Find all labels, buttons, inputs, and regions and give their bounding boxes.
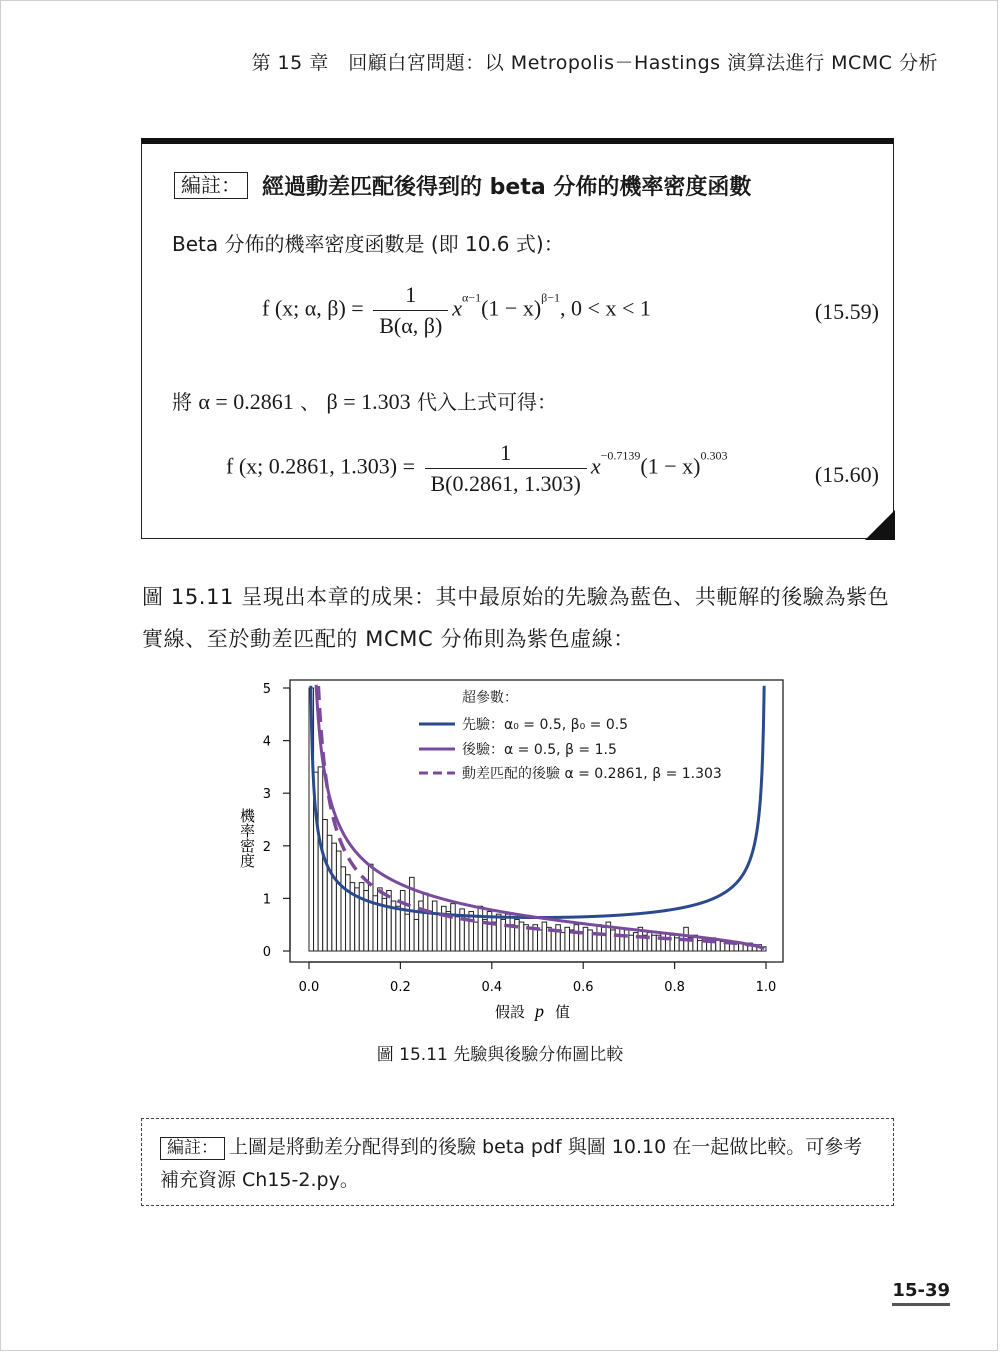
histogram-bar bbox=[615, 927, 620, 951]
histogram-bar bbox=[346, 875, 351, 951]
histogram-bar bbox=[464, 917, 469, 951]
x-tick-label: 0.2 bbox=[390, 980, 411, 995]
page-number: 15-39 bbox=[892, 1280, 950, 1306]
histogram-bar bbox=[451, 904, 456, 951]
eq2-numerator: 1 bbox=[500, 440, 512, 465]
eq1-denominator: B(α, β) bbox=[373, 310, 448, 339]
running-header: 第 15 章 回顧白宮問題：以 Metropolis－Hastings 演算法進行 MCMC 分析 bbox=[251, 52, 938, 74]
legend-title: 超參數： bbox=[462, 690, 518, 706]
density-chart bbox=[225, 668, 795, 1028]
substitution-beta: β = 1.303 bbox=[326, 389, 411, 414]
histogram-bar bbox=[455, 917, 460, 951]
histogram-bar bbox=[437, 914, 442, 951]
histogram-bar bbox=[675, 938, 680, 951]
histogram-bar bbox=[611, 930, 616, 951]
eq1-lhs: f (x; α, β) = bbox=[262, 295, 364, 321]
histogram-bar bbox=[629, 935, 634, 951]
figure-15-11 bbox=[225, 668, 795, 1032]
equation-15-60 bbox=[226, 440, 727, 497]
histogram-bar bbox=[565, 927, 570, 951]
legend-label-prior: 先驗：α₀ = 0.5, β₀ = 0.5 bbox=[462, 717, 629, 733]
histogram-bar bbox=[414, 919, 419, 951]
note2-tag: 編註： bbox=[160, 1137, 225, 1160]
substitution-line bbox=[172, 386, 557, 415]
eq1-x-exponent: α−1 bbox=[462, 290, 482, 305]
histogram-bar bbox=[496, 914, 501, 951]
note-tag: 編註： bbox=[174, 172, 248, 199]
x-axis-label-prefix: 假設 bbox=[495, 1003, 526, 1021]
y-tick-label: 5 bbox=[262, 682, 271, 697]
body-paragraph: 圖 15.11 呈現出本章的成果：其中最原始的先驗為藍色、共軛解的後驗為紫色實線、至於動差匹配的 MCMC 分佈則為紫色虛線： bbox=[142, 585, 890, 651]
histogram-bar bbox=[716, 940, 721, 951]
histogram-bar bbox=[336, 851, 341, 951]
x-tick-label: 1.0 bbox=[755, 980, 777, 995]
editor-note-box bbox=[141, 138, 894, 539]
histogram-bar bbox=[423, 893, 428, 951]
eq1-x: x bbox=[452, 295, 463, 321]
histogram-bar bbox=[474, 922, 479, 951]
histogram-bar bbox=[551, 930, 556, 951]
histogram-bar bbox=[624, 930, 629, 951]
eq1-numerator: 1 bbox=[405, 282, 417, 307]
x-tick-label: 0.6 bbox=[572, 980, 594, 995]
eq1-one-minus-x: (1 − x) bbox=[481, 295, 542, 321]
corner-triangle bbox=[865, 510, 895, 540]
eq2-one-minus-x-exponent: 0.303 bbox=[700, 448, 728, 463]
histogram-bar bbox=[560, 933, 565, 951]
eq2-denominator: B(0.2861, 1.303) bbox=[425, 468, 587, 497]
eq1-condition: , 0 < x < 1 bbox=[560, 295, 651, 321]
y-tick-label: 3 bbox=[262, 787, 271, 803]
x-tick-label: 0.0 bbox=[298, 980, 320, 995]
histogram-bar bbox=[387, 891, 392, 951]
histogram-bar bbox=[697, 940, 702, 951]
histogram-bar bbox=[583, 927, 588, 951]
editor-note-2 bbox=[141, 1118, 894, 1206]
histogram-bar bbox=[510, 925, 515, 951]
histogram-bar bbox=[579, 933, 584, 951]
histogram-bar bbox=[620, 935, 625, 951]
x-tick-label: 0.8 bbox=[664, 980, 685, 995]
eq2-number: (15.60) bbox=[814, 462, 879, 487]
histogram-bar bbox=[528, 927, 533, 951]
eq1-number: (15.59) bbox=[814, 299, 879, 324]
histogram-bar bbox=[661, 933, 666, 951]
histogram-bar bbox=[327, 835, 332, 951]
legend-label-moment: 動差匹配的後驗 α = 0.2861, β = 1.303 bbox=[462, 766, 722, 782]
histogram-bar bbox=[542, 922, 547, 951]
histogram-bar bbox=[428, 912, 433, 951]
equation-15-59 bbox=[262, 282, 651, 339]
eq2-lhs: f (x; 0.2861, 1.303) = bbox=[226, 453, 415, 479]
eq1-fraction bbox=[373, 282, 448, 339]
histogram-bar bbox=[515, 919, 520, 951]
y-tick-label: 0 bbox=[262, 945, 271, 960]
histogram-bar bbox=[597, 925, 602, 951]
x-axis-label-suffix: 值 bbox=[555, 1003, 571, 1021]
legend-label-posterior: 後驗：α = 0.5, β = 1.5 bbox=[462, 742, 617, 758]
y-axis-label: 機率密度 bbox=[238, 808, 256, 868]
histogram-bar bbox=[588, 930, 593, 951]
eq2-x-exponent: −0.7139 bbox=[600, 448, 641, 463]
substitution-alpha: α = 0.2861 bbox=[198, 389, 294, 414]
histogram-bar bbox=[400, 891, 405, 951]
histogram-bar bbox=[679, 935, 684, 951]
note-heading: 經過動差匹配後得到的 beta 分佈的機率密度函數 bbox=[262, 175, 752, 200]
substitution-separator: 、 bbox=[300, 390, 321, 414]
histogram-bar bbox=[506, 914, 511, 951]
histogram-bar bbox=[538, 930, 543, 951]
note-intro: Beta 分佈的機率密度函數是 (即 10.6 式)： bbox=[172, 232, 564, 256]
eq1-one-minus-x-exponent: β−1 bbox=[541, 290, 561, 305]
eq2-x: x bbox=[590, 453, 601, 479]
y-tick-label: 1 bbox=[262, 892, 271, 908]
eq2-one-minus-x: (1 − x) bbox=[640, 453, 701, 479]
histogram-bar bbox=[574, 925, 579, 951]
histogram-bar bbox=[378, 888, 383, 951]
histogram-bar bbox=[652, 935, 657, 951]
x-axis-label bbox=[495, 1001, 570, 1021]
substitution-suffix: 代入上式可得： bbox=[416, 390, 557, 414]
note-title bbox=[174, 170, 751, 201]
x-tick-label: 0.4 bbox=[481, 980, 503, 995]
histogram-bar bbox=[368, 864, 373, 951]
histogram-bar bbox=[556, 925, 561, 951]
histogram-bar bbox=[396, 906, 401, 951]
note2-text: 上圖是將動差分配得到的後驗 beta pdf 與圖 10.10 在一起做比較。可參考補充資源 Ch15-2.py。 bbox=[160, 1136, 863, 1191]
histogram-bar bbox=[323, 820, 328, 952]
histogram-bar bbox=[647, 933, 652, 951]
histogram-bar bbox=[478, 906, 483, 951]
histogram-bar bbox=[601, 927, 606, 951]
y-tick-label: 2 bbox=[262, 839, 271, 855]
histogram-bar bbox=[519, 922, 524, 951]
x-axis-label-var: p bbox=[535, 1001, 544, 1021]
eq2-fraction bbox=[425, 440, 587, 497]
histogram-bar bbox=[332, 843, 337, 951]
histogram-bar bbox=[341, 867, 346, 951]
figure-caption: 圖 15.11 先驗與後驗分佈圖比較 bbox=[376, 1045, 624, 1065]
substitution-prefix: 將 bbox=[172, 390, 192, 414]
y-tick-label: 4 bbox=[262, 734, 271, 750]
histogram-bar bbox=[405, 914, 410, 951]
histogram-bar bbox=[318, 767, 323, 951]
histogram-bar bbox=[432, 901, 437, 951]
histogram-bar bbox=[359, 883, 364, 951]
histogram-bar bbox=[492, 922, 497, 951]
